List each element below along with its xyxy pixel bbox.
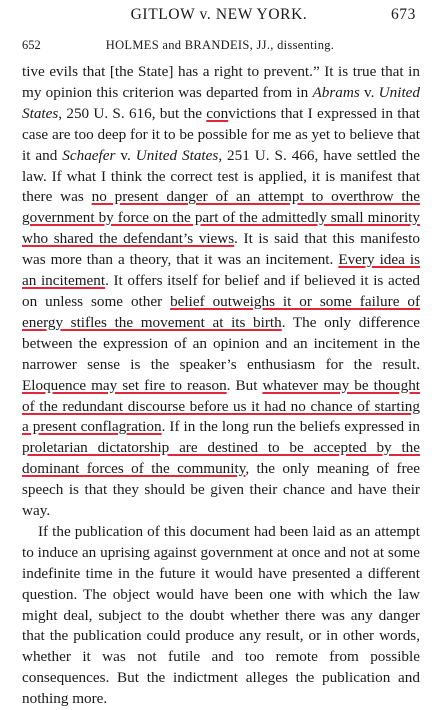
paragraph-1: [22, 62, 420, 522]
underlined-phrase: Eloquence may set fire to reason: [22, 376, 227, 394]
text-run: . The only difference between the expression of an opinion and an incitement in the narrower sense is the speaker’s enthusiasm for the result.: [22, 313, 421, 373]
text-run: United States: [135, 146, 219, 164]
source-page-number: 652: [22, 38, 41, 52]
text-run: . But: [226, 376, 263, 394]
text-run: v.: [115, 146, 136, 164]
running-title: GITLOW v. NEW YORK.: [130, 6, 308, 23]
text-run: United States: [22, 83, 421, 122]
text-run: v.: [359, 83, 379, 101]
text-run: Schaefer: [62, 146, 116, 164]
opinion-subhead: [22, 38, 418, 56]
paragraph-2: [22, 522, 420, 710]
underlined-phrase: proletarian dictatorship are destined to be accepted by the dominant forces of the community: [22, 439, 420, 478]
text-run: victions that I expressed in that case are too deep for it to be possible for me as yet to believe that it and: [22, 104, 420, 164]
running-head: [0, 6, 438, 28]
underlined-phrase: no present danger of an attempt to overthrow the government by force on the part of the admittedly small minority who shared the defendant’s views: [22, 188, 420, 248]
text-run: , 251 U. S. 466, have settled the law. If what I think the correct test is applied, it is manifest that there was: [22, 146, 420, 206]
underlined-phrase: con: [206, 104, 229, 122]
text-run: If the publication of this document had been laid as an attempt to induce an uprising against government at once and not at some indefinite time in the future it would have presented a different question. The object would have been one with which the law might deal, subject to the doubt whether there was any danger that the publication could produce any result, or in other words, whether it was not futile and too remote from possible consequences. But the indictment alleges the publication and nothing more.: [22, 522, 420, 708]
text-run: . If in the long run the beliefs expressed in: [161, 418, 420, 436]
body-text: [22, 62, 420, 710]
text-run: , 250 U. S. 616, but the: [58, 104, 207, 122]
text-run: , the only meaning of free speech is that they should be given their chance and have their way.: [22, 460, 420, 520]
text-run: . It is said that this manifesto was more than a theory, that it was an incitement.: [22, 230, 420, 269]
text-run: Abrams: [312, 83, 360, 101]
underlined-phrase: Every idea is an incitement: [22, 251, 420, 290]
text-run: . It offers itself for belief and if believed it is acted on unless some other: [22, 272, 421, 310]
page-number: 673: [390, 6, 416, 23]
opinion-attribution: HOLMES and BRANDEIS, JJ., dissenting.: [105, 38, 335, 52]
underlined-phrase: belief outweighs it or some failure of energy stifles the movement at its birth: [22, 292, 420, 331]
underlined-phrase: whatever may be thought of the redundant discourse before us it had no chance of starting a present conflagration: [22, 376, 421, 436]
text-run: tive evils that [the State] has a right to prevent.” It is true that in my opinion this criterion was departed from in: [22, 63, 420, 101]
